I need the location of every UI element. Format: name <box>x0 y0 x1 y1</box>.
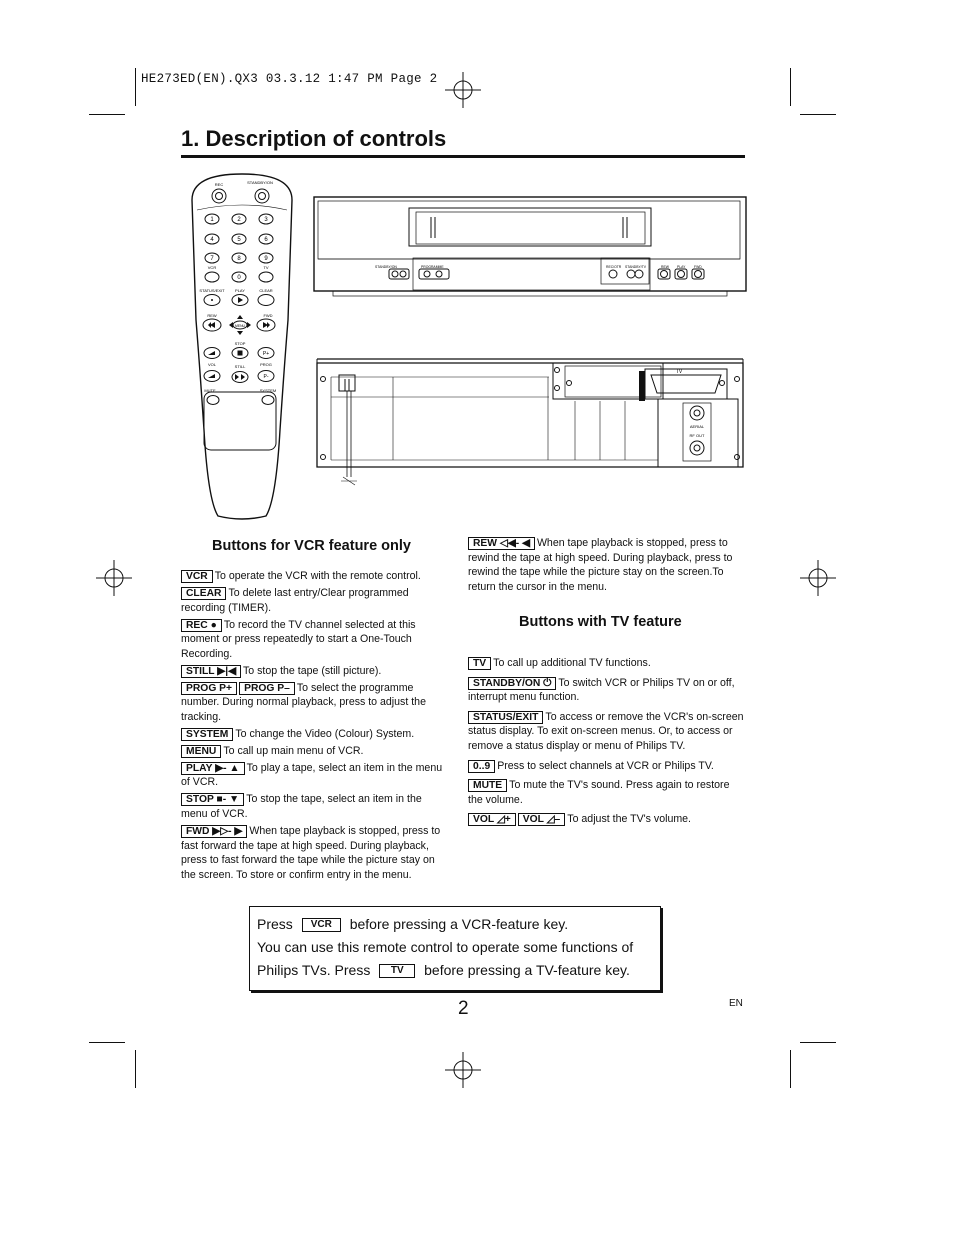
digit-4: 4 <box>210 237 214 243</box>
feature-description: Press to select channels at VCR or Philips TV. <box>497 759 714 772</box>
vcr-feature-list <box>181 569 449 885</box>
key-label: SYSTEM <box>181 728 233 741</box>
key-label: 0..9 <box>468 760 495 773</box>
key-label: PROG P+ <box>181 682 237 695</box>
feature-item <box>181 824 449 882</box>
remote-vcr-label: VCR <box>207 265 217 270</box>
key-label: REW ◁◀- ◀ <box>468 537 535 550</box>
note-line1-rest: before pressing a VCR-feature key. <box>349 916 569 932</box>
remote-fwd-label: FWD <box>263 313 273 318</box>
feature-item <box>181 727 449 742</box>
feature-description: To operate the VCR with the remote control. <box>214 570 421 582</box>
back-aerial-label: AERIAL <box>689 424 705 429</box>
key-label: VCR <box>181 570 213 583</box>
digit-2: 2 <box>237 217 241 223</box>
feature-item <box>468 676 746 705</box>
note-press-1: Press <box>257 916 293 932</box>
vcr-section-heading: Buttons for VCR feature only <box>212 538 411 554</box>
tv-section-heading: Buttons with TV feature <box>519 614 682 630</box>
feature-description: To play a tape, select an item in the menu of VCR. <box>181 761 443 789</box>
key-label: REC ● <box>181 619 222 632</box>
registration-mark-icon <box>800 560 836 596</box>
note-line-2: You can use this remote control to operate some functions of <box>257 939 634 955</box>
feature-item <box>181 681 449 725</box>
vcr-back-illustration <box>313 357 747 487</box>
front-programme-label: PROGRAMME <box>421 265 444 269</box>
key-label: MUTE <box>468 779 507 792</box>
feature-item <box>468 778 746 807</box>
digit-8: 8 <box>237 256 241 262</box>
front-rec-label: REC/OTR <box>606 265 622 269</box>
remote-vol-label: VOL <box>207 362 217 367</box>
feature-description: To select the programme number. During normal playback, press to adjust the tracking. <box>181 681 426 723</box>
vcr-front-illustration <box>313 196 747 298</box>
remote-system-label: SYSTEM <box>259 388 277 393</box>
feature-item <box>181 618 449 662</box>
feature-item <box>181 744 449 759</box>
key-label: CLEAR <box>181 587 226 600</box>
note-line-1 <box>257 913 633 936</box>
note-line3-rest: before pressing a TV-feature key. <box>424 962 630 978</box>
feature-description: To change the Video (Colour) System. <box>235 727 415 740</box>
page-number: 2 <box>458 998 469 1019</box>
print-slug: HE273ED(EN).QX3 03.3.12 1:47 PM Page 2 <box>141 72 438 86</box>
digit-0: 0 <box>237 275 241 281</box>
feature-item <box>181 569 449 584</box>
remote-standby-label: STANDBY/ON <box>247 180 273 185</box>
key-label: PLAY ▶- ▲ <box>181 762 245 775</box>
note-vcr-key: VCR <box>302 918 341 932</box>
remote-still-label: STILL <box>234 364 246 369</box>
feature-item <box>468 536 744 594</box>
crop-mark <box>790 1050 791 1088</box>
feature-description: To stop the tape (still picture). <box>243 664 382 677</box>
front-standby-label: STANDBY/ON <box>375 265 397 269</box>
remote-menu-label: MENU <box>235 324 245 328</box>
note-line3-start: Philips TVs. Press <box>257 962 371 978</box>
front-rew-label: REW <box>661 265 669 269</box>
remote-pminus-label: P- <box>263 374 269 380</box>
feature-description: To access or remove the VCR's on-screen status display. To exit on-screen menus. Or, to access or remove a status display or menu of Philips TV. <box>468 710 744 752</box>
crop-mark <box>135 68 136 106</box>
key-label: STILL ▶|◀ <box>181 665 241 678</box>
feature-item <box>181 664 449 679</box>
back-rfout-label: RF OUT <box>689 433 705 438</box>
remote-rec-label: REC <box>214 182 224 187</box>
digit-3: 3 <box>264 217 268 223</box>
remote-pplus-label: P+ <box>262 351 270 357</box>
feature-description: To stop the tape, select an item in the menu of VCR. <box>181 793 422 821</box>
feature-item <box>181 586 449 615</box>
key-label: TV <box>468 657 491 670</box>
crop-mark <box>800 114 836 115</box>
registration-mark-icon <box>96 560 132 596</box>
crop-mark <box>89 1042 125 1043</box>
key-label: PROG P– <box>239 682 295 695</box>
rew-item <box>468 536 744 594</box>
crop-mark <box>89 114 125 115</box>
key-label: STOP ■- ▼ <box>181 793 244 806</box>
feature-item <box>181 792 449 821</box>
feature-item <box>468 656 746 671</box>
remote-mute-label: MUTE <box>204 388 216 393</box>
remote-clear-label: CLEAR <box>259 288 273 293</box>
front-standby-tv-label: STANDBY/TV <box>625 265 647 269</box>
registration-mark-icon <box>445 72 481 108</box>
feature-item <box>468 710 746 754</box>
feature-description: When tape playback is stopped, press to fast forward the tape at high speed. During playback, press to fast forward the tape while the picture stay on the screen. To store or confirm entry in the menu. <box>181 825 441 881</box>
digit-7: 7 <box>210 256 214 262</box>
tv-feature-list <box>468 656 746 832</box>
feature-description: To mute the TV's sound. Press again to restore the volume. <box>468 779 730 806</box>
digit-6: 6 <box>264 237 268 243</box>
remote-control-illustration <box>184 170 300 522</box>
crop-mark <box>800 1042 836 1043</box>
feature-description: When tape playback is stopped, press to rewind the tape at high speed. During playback, press to rewind the tape while the picture stay on the screen.To return the cursor in the menu. <box>468 537 733 593</box>
front-fwd-label: FWD <box>694 265 702 269</box>
key-label: STATUS/EXIT <box>468 711 543 724</box>
feature-item <box>468 812 746 827</box>
feature-item <box>468 759 746 774</box>
language-tag: EN <box>729 998 743 1009</box>
key-label: VOL ◿+ <box>468 813 516 826</box>
remote-stop-label: STOP <box>234 341 246 346</box>
title-rule <box>181 155 745 158</box>
crop-mark <box>790 68 791 106</box>
key-label: MENU <box>181 745 221 758</box>
digit-9: 9 <box>264 256 268 262</box>
digit-1: 1 <box>210 217 214 223</box>
feature-description: To call up additional TV functions. <box>493 657 651 669</box>
remote-play-label: PLAY <box>235 288 245 293</box>
key-label: FWD ▶▷- ▶ <box>181 825 247 838</box>
remote-prog-label: PROG <box>260 362 272 367</box>
registration-mark-icon <box>445 1052 481 1088</box>
crop-mark <box>135 1050 136 1088</box>
digit-5: 5 <box>237 237 241 243</box>
remote-rew-label: REW <box>207 313 217 318</box>
feature-description: To delete last entry/Clear programmed recording (TIMER). <box>181 586 409 614</box>
feature-description: To switch VCR or Philips TV on or off, interrupt menu function. <box>468 676 735 704</box>
feature-description: To adjust the TV's volume. <box>567 813 691 826</box>
note-box <box>249 906 661 991</box>
remote-status-label: STATUS/EXIT <box>199 288 225 293</box>
key-label: STANDBY/ON ⏻ <box>468 677 556 690</box>
remote-tv-label: TV <box>263 265 269 270</box>
feature-item <box>181 761 449 790</box>
key-label: VOL ◿– <box>518 813 566 826</box>
back-tv-label: TV <box>675 369 683 375</box>
feature-description: To call up main menu of VCR. <box>223 744 364 757</box>
front-play-label: PLAY <box>677 265 686 269</box>
feature-description: To record the TV channel selected at this moment or press repeatedly to start a One-Touch Recording. <box>181 618 416 660</box>
page-title: 1. Description of controls <box>181 126 447 151</box>
note-tv-key: TV <box>379 964 415 978</box>
note-line-3 <box>257 959 633 982</box>
